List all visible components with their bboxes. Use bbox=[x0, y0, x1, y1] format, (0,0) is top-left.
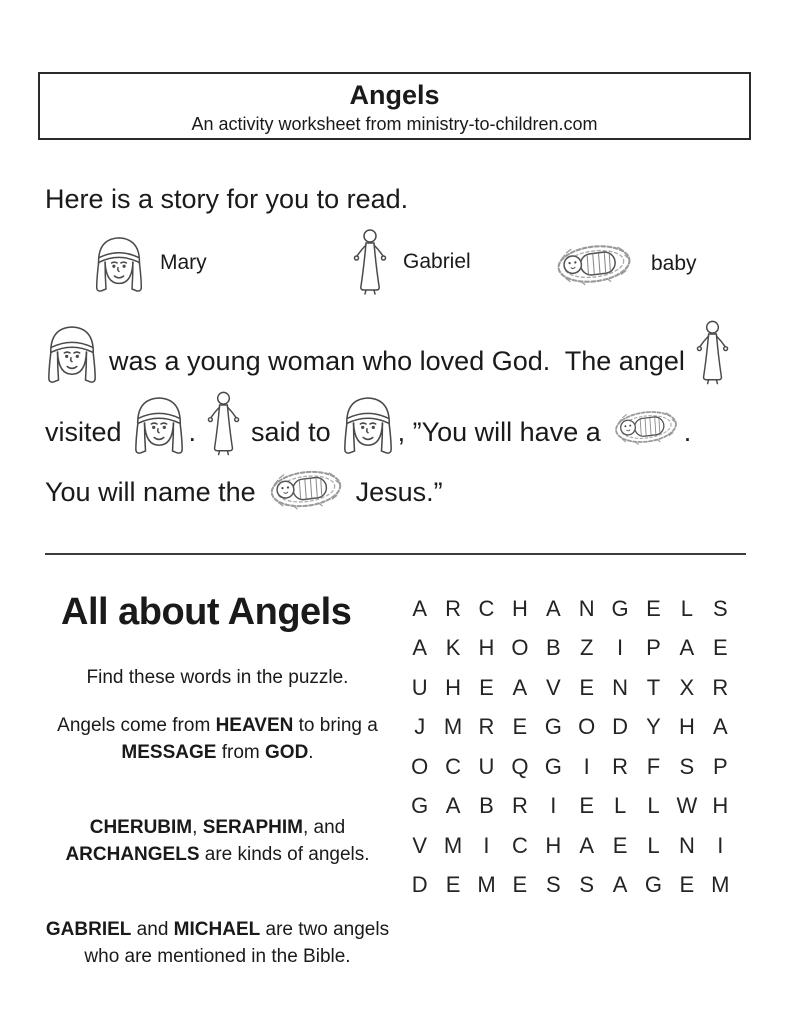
grid-cell: O bbox=[578, 714, 596, 740]
grid-cell: H bbox=[712, 793, 729, 819]
grid-cell: E bbox=[579, 674, 595, 700]
grid-cell: G bbox=[544, 753, 562, 779]
grid-cell: E bbox=[679, 872, 695, 898]
baby-icon bbox=[611, 403, 681, 451]
story-text: said to bbox=[251, 417, 331, 447]
grid-cell: N bbox=[612, 674, 629, 700]
grid-cell: M bbox=[443, 832, 463, 858]
grid-cell: Y bbox=[646, 714, 661, 740]
grid-cell: I bbox=[583, 753, 590, 779]
grid-cell: M bbox=[443, 714, 463, 740]
clue-paragraph: CHERUBIM, SERAPHIM, and ARCHANGELS are kinds of angels. bbox=[65, 817, 370, 865]
legend-item-mary bbox=[93, 232, 207, 294]
grid-cell: E bbox=[445, 872, 461, 898]
story-text: visited bbox=[45, 417, 122, 447]
mary-icon bbox=[93, 232, 145, 294]
grid-cell: C bbox=[478, 595, 495, 621]
puzzle-heading: All about Angels bbox=[61, 591, 352, 633]
grid-cell: V bbox=[412, 832, 428, 858]
grid-cell: L bbox=[613, 793, 627, 819]
grid-cell: S bbox=[679, 753, 695, 779]
grid-cell: H bbox=[545, 832, 562, 858]
grid-cell: E bbox=[579, 793, 595, 819]
grid-cell: G bbox=[544, 714, 562, 740]
grid-cell: K bbox=[445, 635, 461, 661]
story-text: . bbox=[683, 417, 692, 447]
grid-cell: A bbox=[512, 674, 528, 700]
gabriel-icon bbox=[695, 319, 730, 386]
grid-cell: I bbox=[717, 832, 724, 858]
baby-icon bbox=[552, 238, 636, 290]
grid-cell: R bbox=[445, 595, 462, 621]
story-text: Jesus.” bbox=[355, 477, 443, 507]
gabriel-icon bbox=[352, 228, 388, 296]
grid-cell: O bbox=[411, 753, 429, 779]
grid-cell: T bbox=[646, 674, 661, 700]
story-line-2 bbox=[45, 393, 691, 457]
grid-cell: Z bbox=[579, 635, 594, 661]
grid-cell: G bbox=[611, 595, 629, 621]
grid-cell: P bbox=[646, 635, 661, 661]
grid-cell: G bbox=[411, 793, 429, 819]
story-text: was a young woman who loved God. The angel bbox=[109, 346, 685, 376]
grid-cell: O bbox=[511, 635, 529, 661]
page-subtitle: An activity worksheet from ministry-to-children.com bbox=[191, 114, 598, 134]
grid-cell: R bbox=[712, 674, 729, 700]
grid-cell: M bbox=[477, 872, 496, 898]
grid-cell: H bbox=[511, 595, 528, 621]
grid-cell: I bbox=[483, 832, 490, 858]
grid-cell: D bbox=[612, 714, 629, 740]
mary-icon bbox=[341, 391, 395, 457]
grid-cell: A bbox=[712, 714, 728, 740]
grid-cell: E bbox=[479, 674, 494, 700]
grid-cell: E bbox=[646, 595, 661, 621]
story-text: . bbox=[188, 417, 197, 447]
grid-cell: W bbox=[676, 793, 698, 819]
grid-cell: S bbox=[712, 595, 728, 621]
grid-cell: A bbox=[445, 793, 461, 819]
grid-cell: F bbox=[646, 753, 661, 779]
story-line-1 bbox=[45, 318, 730, 386]
puzzle-section bbox=[45, 588, 390, 970]
grid-cell: A bbox=[412, 595, 428, 621]
word-grid bbox=[403, 589, 737, 905]
grid-cell: N bbox=[678, 832, 695, 858]
grid-cell: X bbox=[679, 674, 695, 700]
puzzle-instruction: Find these words in the puzzle. bbox=[86, 667, 349, 688]
grid-cell: C bbox=[511, 832, 528, 858]
grid-cell: B bbox=[479, 793, 494, 819]
grid-cell: R bbox=[478, 714, 495, 740]
grid-cell: C bbox=[445, 753, 462, 779]
grid-cell: I bbox=[550, 793, 557, 819]
grid-cell: J bbox=[414, 714, 426, 740]
grid-cell: A bbox=[579, 832, 595, 858]
grid-cell: D bbox=[411, 872, 428, 898]
grid-cell: E bbox=[512, 872, 528, 898]
grid-cell: I bbox=[617, 635, 624, 661]
grid-cell: A bbox=[545, 595, 561, 621]
grid-cell: L bbox=[647, 793, 660, 819]
grid-cell: E bbox=[612, 832, 628, 858]
grid-cell: E bbox=[712, 635, 728, 661]
grid-cell: H bbox=[478, 635, 495, 661]
legend-item-baby bbox=[552, 238, 697, 290]
grid-cell: A bbox=[612, 872, 628, 898]
story-line-3 bbox=[45, 463, 443, 517]
grid-cell: L bbox=[680, 595, 694, 621]
grid-cell: A bbox=[679, 635, 695, 661]
grid-cell: N bbox=[578, 595, 595, 621]
grid-cell: B bbox=[545, 635, 561, 661]
grid-cell: R bbox=[612, 753, 629, 779]
legend-item-gabriel bbox=[352, 228, 471, 296]
grid-cell: S bbox=[579, 872, 595, 898]
legend-label: baby bbox=[651, 252, 697, 275]
story-text: You will name the bbox=[45, 477, 256, 507]
grid-cell: M bbox=[711, 872, 730, 898]
legend-label: Gabriel bbox=[403, 250, 471, 273]
story-intro: Here is a story for you to read. bbox=[45, 184, 409, 214]
grid-cell: H bbox=[445, 674, 462, 700]
grid-cell: U bbox=[478, 753, 495, 779]
page-title: Angels bbox=[349, 80, 440, 110]
divider-line bbox=[45, 553, 746, 555]
baby-icon bbox=[266, 463, 346, 515]
grid-cell: S bbox=[545, 872, 561, 898]
grid-cell: P bbox=[712, 753, 728, 779]
clue-paragraph: Angels come from HEAVEN to bring a MESSAGE from GOD. bbox=[57, 715, 378, 763]
story-text: , ”You will have a bbox=[397, 417, 601, 447]
grid-cell: G bbox=[644, 872, 663, 898]
header-box bbox=[38, 72, 751, 140]
grid-cell: H bbox=[678, 714, 695, 740]
grid-cell: L bbox=[647, 832, 660, 858]
grid-cell: V bbox=[545, 674, 561, 700]
grid-cell: E bbox=[512, 714, 528, 740]
clue-paragraph: GABRIEL and MICHAEL are two angels who are mentioned in the Bible. bbox=[45, 919, 390, 967]
grid-cell: U bbox=[411, 674, 428, 700]
mary-icon bbox=[132, 391, 186, 457]
grid-cell: R bbox=[511, 793, 528, 819]
legend-label: Mary bbox=[160, 251, 207, 274]
grid-cell: Q bbox=[511, 753, 529, 779]
grid-cell: A bbox=[412, 635, 428, 661]
story-legend bbox=[0, 228, 791, 302]
gabriel-icon bbox=[206, 390, 241, 457]
mary-icon bbox=[45, 320, 99, 386]
